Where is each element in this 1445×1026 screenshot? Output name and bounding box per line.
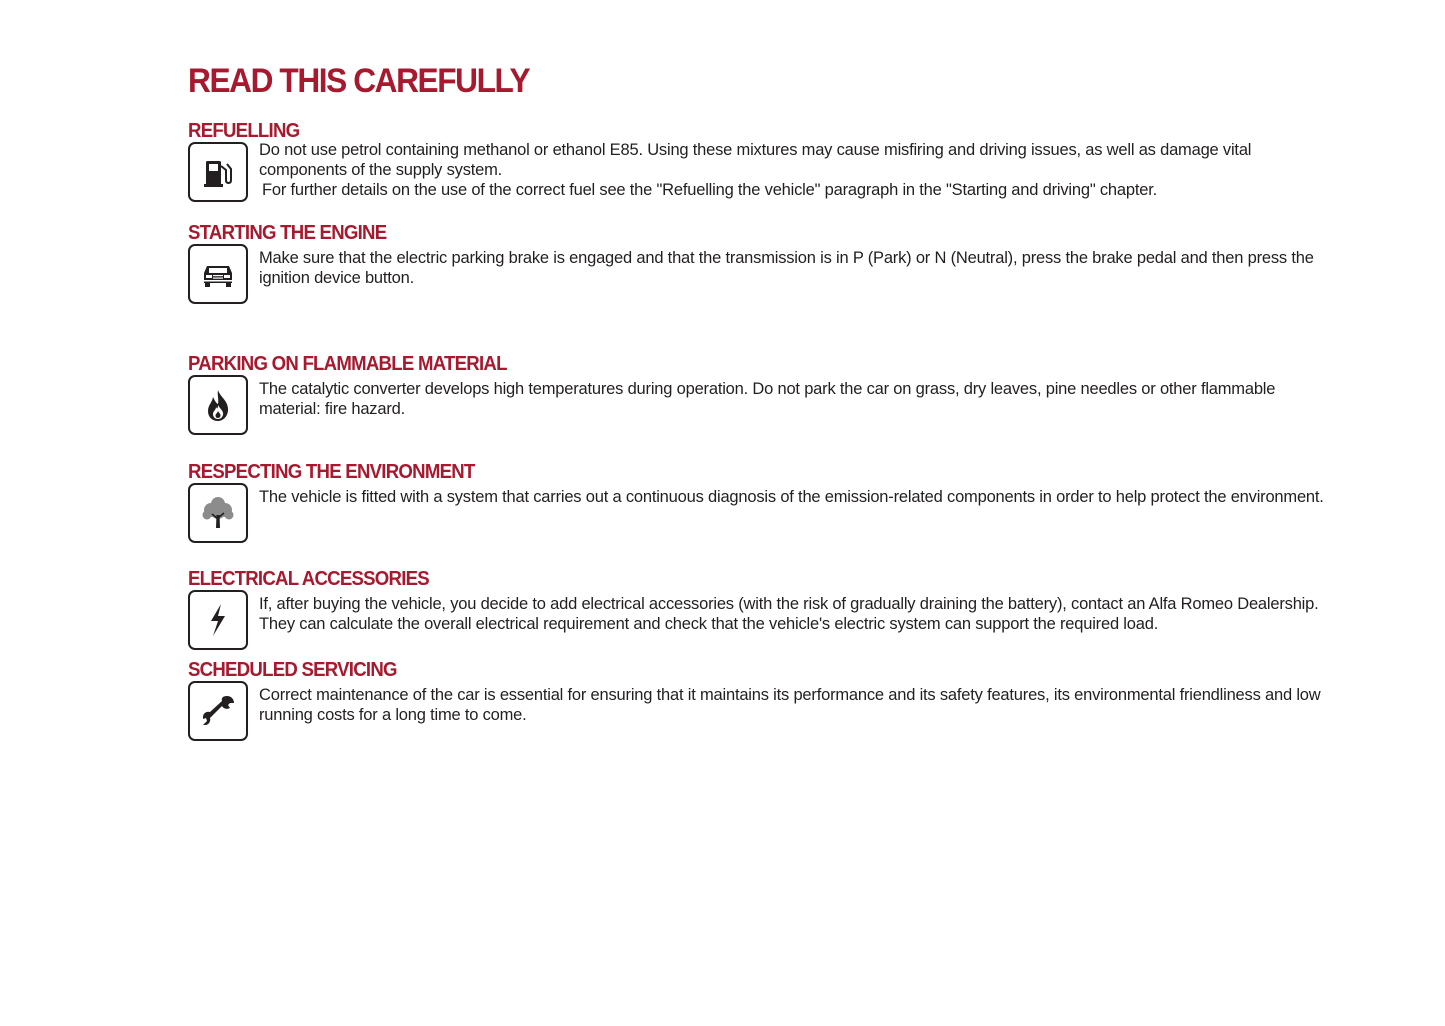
section-text bbox=[259, 487, 1339, 507]
section-text bbox=[259, 379, 1339, 419]
section-environment bbox=[188, 461, 1338, 545]
fuel-pump-icon bbox=[188, 142, 248, 202]
section-text bbox=[259, 248, 1339, 288]
section-refuelling bbox=[188, 120, 1338, 204]
paragraph: The vehicle is fitted with a system that carries out a continuous diagnosis of the emission-related components in order to help protect the environment. bbox=[259, 488, 1324, 506]
paragraph: If, after buying the vehicle, you decide to add electrical accessories (with the risk of gradually draining the battery), contact an Alfa Romeo Dealership. They can calculate the overall electrical requirement and check that the vehicle's electric system can support the required load. bbox=[259, 595, 1319, 633]
section-text bbox=[259, 594, 1339, 634]
section-heading: ELECTRICAL ACCESSORIES bbox=[188, 568, 429, 590]
tree-icon bbox=[188, 483, 248, 543]
section-body bbox=[188, 681, 1338, 743]
paragraph: Make sure that the electric parking brake is engaged and that the transmission is in P (Park) or N (Neutral), press the brake pedal and then press the ignition device button. bbox=[259, 249, 1314, 287]
section-body bbox=[188, 375, 1338, 437]
paragraph: The catalytic converter develops high temperatures during operation. Do not park the car on grass, dry leaves, pine needles or other flammable material: fire hazard. bbox=[259, 380, 1276, 418]
paragraph: For further details on the use of the correct fuel see the "Refuelling the vehicle" paragraph in the "Starting and driving" chapter. bbox=[262, 181, 1157, 199]
section-heading: STARTING THE ENGINE bbox=[188, 222, 387, 244]
section-servicing bbox=[188, 659, 1338, 743]
paragraph: Correct maintenance of the car is essential for ensuring that it maintains its performance and its safety features, its environmental friendliness and low running costs for a long time to come. bbox=[259, 686, 1321, 724]
paragraph: Do not use petrol containing methanol or ethanol E85. Using these mixtures may cause misfiring and driving issues, as well as damage vital components of the supply system. bbox=[259, 141, 1252, 179]
section-parking-flammable bbox=[188, 353, 1338, 437]
section-heading: SCHEDULED SERVICING bbox=[188, 659, 397, 681]
section-electrical bbox=[188, 568, 1338, 652]
section-heading: PARKING ON FLAMMABLE MATERIAL bbox=[188, 353, 507, 375]
page-title: READ THIS CAREFULLY bbox=[188, 62, 530, 100]
section-body bbox=[188, 590, 1338, 652]
section-text bbox=[259, 685, 1339, 725]
car-front-icon bbox=[188, 244, 248, 304]
section-heading: REFUELLING bbox=[188, 120, 300, 142]
lightning-bolt-icon bbox=[188, 590, 248, 650]
section-text bbox=[259, 140, 1339, 200]
section-starting-engine bbox=[188, 222, 1338, 306]
wrench-icon bbox=[188, 681, 248, 741]
section-body bbox=[188, 142, 1338, 204]
section-heading: RESPECTING THE ENVIRONMENT bbox=[188, 461, 475, 483]
section-body bbox=[188, 483, 1338, 545]
section-body bbox=[188, 244, 1338, 306]
flame-icon bbox=[188, 375, 248, 435]
